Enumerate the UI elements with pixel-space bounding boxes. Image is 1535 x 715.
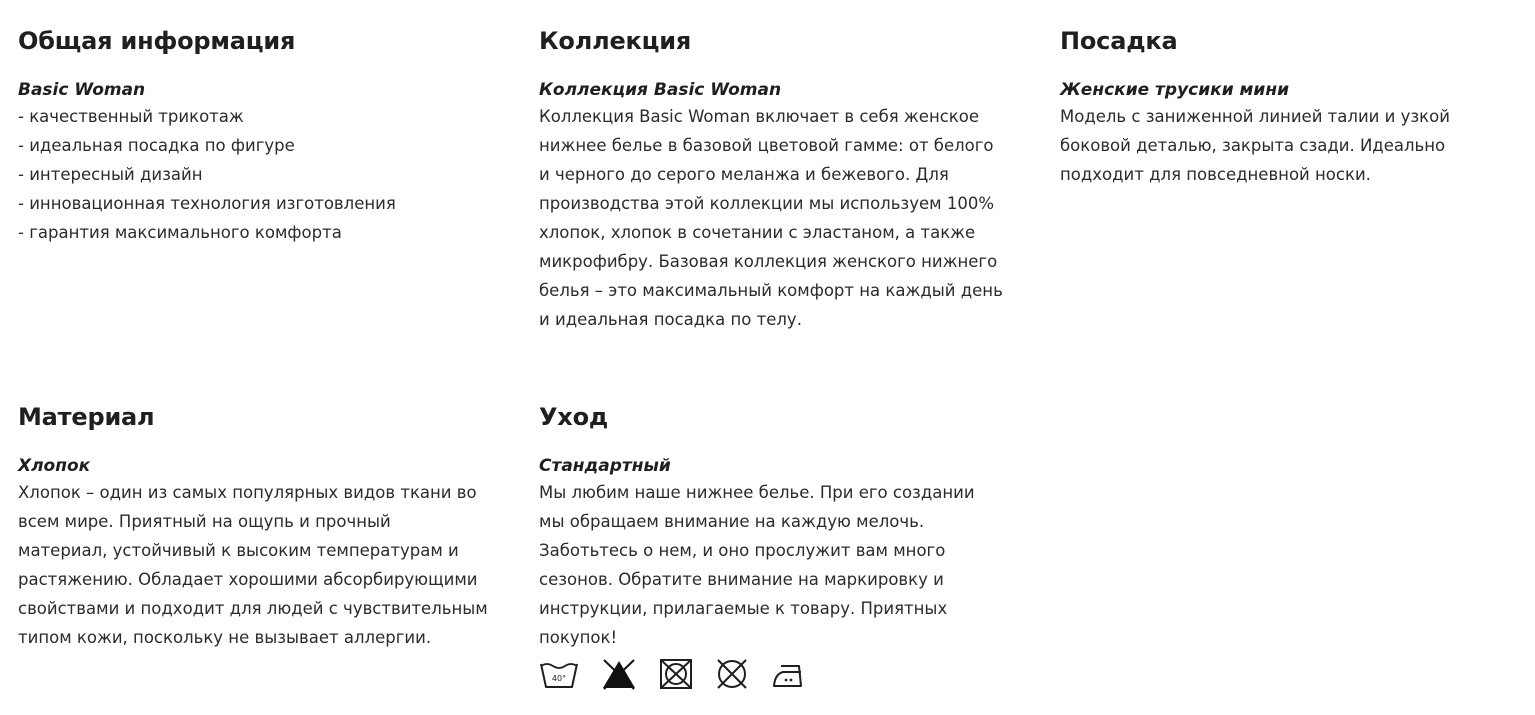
section-care: [539, 402, 1029, 690]
wash-40-icon: [539, 658, 579, 690]
section-title: Посадка: [1060, 27, 1178, 55]
iron-low-icon: [771, 658, 807, 690]
section-fit: [1060, 26, 1535, 189]
section-collection: [539, 26, 1029, 334]
section-title: Материал: [18, 403, 155, 431]
no-bleach-icon: [601, 658, 637, 690]
section-subtitle: Женские трусики мини: [1060, 80, 1289, 100]
no-dry-clean-icon: [715, 658, 749, 690]
section-title: Общая информация: [18, 27, 296, 55]
care-icons: [539, 658, 1029, 690]
section-subtitle: Хлопок: [18, 456, 91, 476]
list-item: - интересный дизайн: [18, 160, 508, 189]
wash-temp-label: 40°: [551, 674, 567, 683]
section-subtitle: Коллекция Basic Woman: [539, 80, 782, 100]
section-text: Хлопок – один из самых популярных видов ткани во всем мире. Приятный на ощупь и прочный материал, устойчивый к высоким температурам и растяжению. Обладает хорошими абсорбирующими свойствами и подходит для людей с чувствительным типом кожи, поскольку не вызывает аллергии.: [18, 483, 488, 647]
section-title: Коллекция: [539, 27, 692, 55]
list-item: - инновационная технология изготовления: [18, 189, 508, 218]
section-material: [18, 402, 508, 652]
no-tumble-dry-icon: [659, 658, 693, 690]
section-subtitle: Basic Woman: [18, 80, 146, 100]
section-text: Модель с заниженной линией талии и узкой боковой деталью, закрыта сзади. Идеально подходит для повседневной носки.: [1060, 107, 1450, 184]
section-general-info: [18, 26, 508, 247]
section-subtitle: Стандартный: [539, 456, 671, 476]
list-item: - качественный трикотаж: [18, 102, 508, 131]
section-title: Уход: [539, 403, 609, 431]
list-item: - идеальная посадка по фигуре: [18, 131, 508, 160]
section-text: Мы любим наше нижнее белье. При его создании мы обращаем внимание на каждую мелочь. Заботьтесь о нем, и оно прослужит вам много сезонов. Обратите внимание на маркировку и инструкции, прилагаемые к товару. Приятных покупок!: [539, 483, 975, 647]
list-item: - гарантия максимального комфорта: [18, 218, 508, 247]
feature-list: [18, 102, 508, 247]
section-text: Коллекция Basic Woman включает в себя женское нижнее белье в базовой цветовой гамме: от белого и черного до серого меланжа и бежевого. Для производства этой коллекции мы используем 100% хлопок, хлопок в сочетании с эластаном, а также микрофибру. Базовая коллекция женского нижнего белья – это максимальный комфорт на каждый день и идеальная посадка по телу.: [539, 107, 1003, 329]
